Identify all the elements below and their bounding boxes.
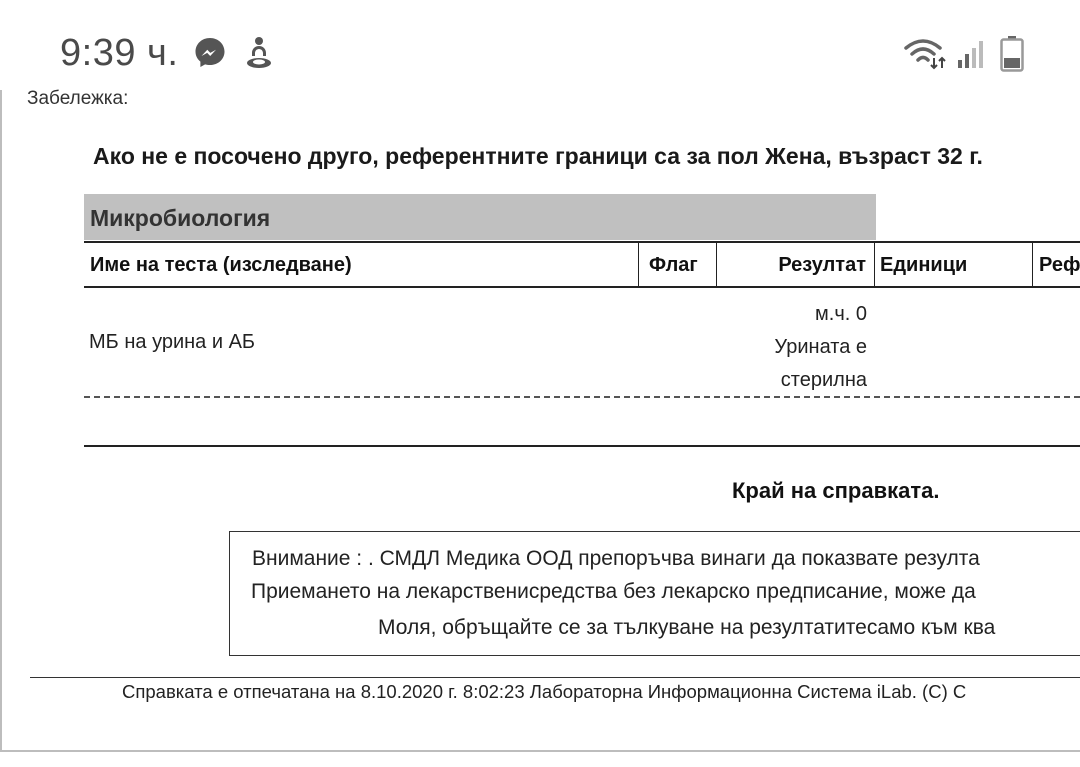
end-of-report: Край на справката. xyxy=(732,478,940,503)
status-clock: 9:39 ч. xyxy=(60,32,179,74)
warning-line: Моля, обръщайте се за тълкуване на резултатитесамо към ква xyxy=(378,616,996,639)
section-title: Микробиология xyxy=(84,194,876,240)
column-header-flag: Флаг xyxy=(649,254,698,276)
table-end-rule xyxy=(84,445,1080,447)
warning-line: Внимание : . СМДЛ Медика ООД препоръчва винаги да показвате резулта xyxy=(252,547,980,570)
accessibility-icon xyxy=(244,36,274,75)
column-header-result: Резултат xyxy=(778,254,866,276)
column-header-reference: Реф xyxy=(1039,254,1080,276)
footer-divider xyxy=(30,677,1080,678)
column-divider xyxy=(716,243,717,286)
results-table-header xyxy=(84,241,1080,288)
status-bar xyxy=(0,0,1080,90)
print-footer: Справката е отпечатана на 8.10.2020 г. 8:02:23 Лабораторна Информационна Система iLab. (C) С xyxy=(122,681,967,702)
battery-icon xyxy=(1000,36,1024,77)
messenger-icon xyxy=(193,36,227,75)
row-separator xyxy=(84,396,1080,398)
note-label: Забележка: xyxy=(27,88,129,109)
signal-icon xyxy=(956,38,988,75)
warning-box xyxy=(229,531,1080,656)
column-divider xyxy=(874,243,875,286)
test-name: МБ на урина и АБ xyxy=(89,331,256,353)
column-header-name: Име на теста (изследване) xyxy=(90,254,352,276)
result-line: м.ч. 0 xyxy=(815,303,867,325)
reference-note: Ако не е посочено друго, референтните граници са за пол Жена, възраст 32 г. xyxy=(93,143,983,169)
column-header-units: Единици xyxy=(880,254,968,276)
warning-line: Приемането на лекарственисредства без лекарско предписание, може да xyxy=(251,580,976,603)
result-line: стерилна xyxy=(780,369,867,391)
result-line: Урината е xyxy=(774,336,867,358)
column-divider xyxy=(638,243,639,286)
column-divider xyxy=(1032,243,1033,286)
wifi-icon xyxy=(904,36,948,75)
test-result xyxy=(700,298,867,397)
